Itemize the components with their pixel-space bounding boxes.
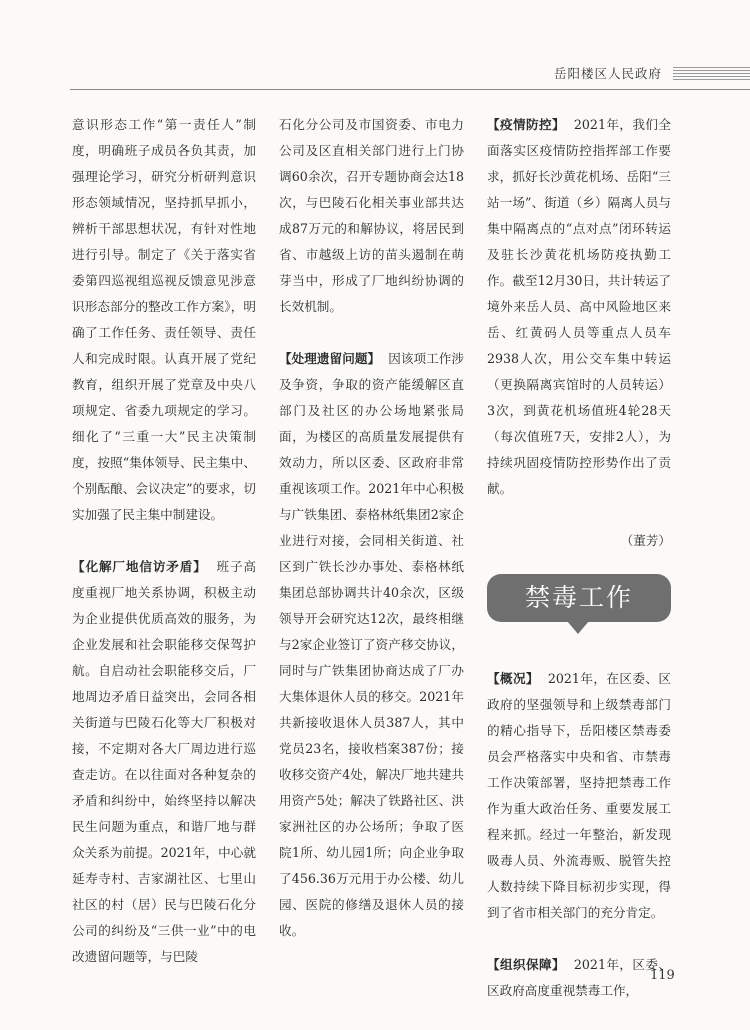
- header-stripes-decoration: [673, 67, 750, 82]
- paragraph: [487, 112, 671, 502]
- paragraph: [487, 952, 671, 1004]
- column-2: [279, 112, 464, 970]
- paragraph-heading: 【疫情防控】: [487, 117, 566, 132]
- header-title: 岳阳楼区人民政府: [553, 66, 662, 81]
- paragraph: [487, 666, 671, 926]
- paragraph-body: 2021年，区委、区政府高度重视禁毒工作，: [487, 957, 671, 998]
- paragraph: 意识形态工作“第一责任人”制度，明确班子成员各负其责，加强理论学习，研究分析研判意识形态领域情况，坚持抓早抓小，辨析干部思想状况，有针对性地进行引导。制定了《关于落实省委第四巡视组巡视反馈意见涉意识形态部分的整改工作方案》，明确了工作任务、责任领导、责任人和完成时限。认真开展了党纪教育，组织开展了党章及中央八项规定、省委九项规定的学习。细化了“三重一大”民主决策制度，按照“集体领导、民主集中、个别酝酿、会议决定”的要求，切实加强了民主集中制建设。: [72, 117, 256, 522]
- paragraph-body: 2021年，在区委、区政府的坚强领导和上级禁毒部门的精心指导下，岳阳楼区禁毒委员会严格落实中央和省、市禁毒工作决策部署，坚持把禁毒工作作为重大政治任务、重要发展工程来抓。经过一年整治，新发现吸毒人员、外流毒贩、脱管失控人数持续下降目标初步实现，得到了省市相关部门的充分肯定。: [487, 671, 671, 920]
- paragraph-heading: 【化解厂地信访矛盾】: [72, 559, 207, 574]
- paragraph: [279, 346, 464, 944]
- paragraph: [72, 554, 256, 970]
- paragraph-body: 因该项工作涉及争资，争取的资产能缓解区直部门及社区的办公场地紧张局面，为楼区的高质量发展提供有效动力，所以区委、区政府非常重视该项工作。2021年中心积极与广铁集团、泰格林纸集团2家企业进行对接，会同相关街道、社区到广铁长沙办事处、泰格林纸集团总部协调共计40余次，区级领导开会研究达12次，最终相继与2家企业签订了资产移交协议，同时与广铁集团协商达成了厂办大集体退休人员的移交。2021年共新接收退休人员387人，其中党员23名，接收档案387份；接收移交资产4处，解决厂地共建共用资产5处；解决了铁路社区、洪家洲社区的办公场所；争取了医院1所、幼儿园1所；向企业争取了456.36万元用于办公楼、幼儿园、医院的修缮及退休人员的接收。: [279, 351, 465, 938]
- running-header: [0, 58, 750, 88]
- speech-bubble-tail: [567, 621, 589, 634]
- page-number: 119: [650, 968, 675, 983]
- section-title-banner: [487, 574, 671, 634]
- author-signature: （董芳）: [620, 533, 671, 548]
- header-rule: [70, 89, 750, 90]
- paragraph: 石化分公司及市国资委、市电力公司及区直相关部门进行上门协调60余次，召开专题协商会达18次，与巴陵石化相关事业部共达成87万元的和解协议，将居民到省、市越级上访的苗头遏制在萌芽当中，形成了厂地纠纷协调的长效机制。: [279, 117, 464, 314]
- column-1: [72, 112, 256, 996]
- paragraph-heading: 【处理遗留问题】: [279, 351, 381, 366]
- paragraph-body: 2021年，我们全面落实区疫情防控指挥部工作要求，抓好长沙黄花机场、岳阳“三站一场”、街道（乡）隔离人员与集中隔离点的“点对点”闭环转运及驻长沙黄花机场防疫执勤工作。截至12月30日，共计转运了境外来岳人员、高中风险地区来岳、红黄码人员等重点人员车2938人次，用公交车集中转运（更换隔离宾馆时的人员转运）3次，到黄花机场值班4轮28天（每次值班7天，安排2人），为持续巩固疫情防控形势作出了贡献。: [487, 117, 671, 496]
- section-title: 禁毒工作: [487, 574, 671, 622]
- paragraph-body: 班子高度重视厂地关系协调，积极主动为企业提供优质高效的服务，为企业发展和社会职能移交保驾护航。自启动社会职能移交后，厂地周边矛盾日益突出，会同各相关街道与巴陵石化等大厂积极对接，不定期对各大厂周边进行巡查走访。在以往面对各种复杂的矛盾和纠纷中，始终坚持以解决民生问题为重点，和谐厂地与群众关系为前提。2021年，中心就延寿寺村、吉家湖社区、七里山社区的村（居）民与巴陵石化分公司的纠纷及“三供一业”中的电改遗留问题等，与巴陵: [72, 559, 257, 964]
- paragraph-heading: 【概况】: [487, 671, 540, 686]
- paragraph-heading: 【组织保障】: [487, 957, 566, 972]
- column-3: [487, 112, 671, 1030]
